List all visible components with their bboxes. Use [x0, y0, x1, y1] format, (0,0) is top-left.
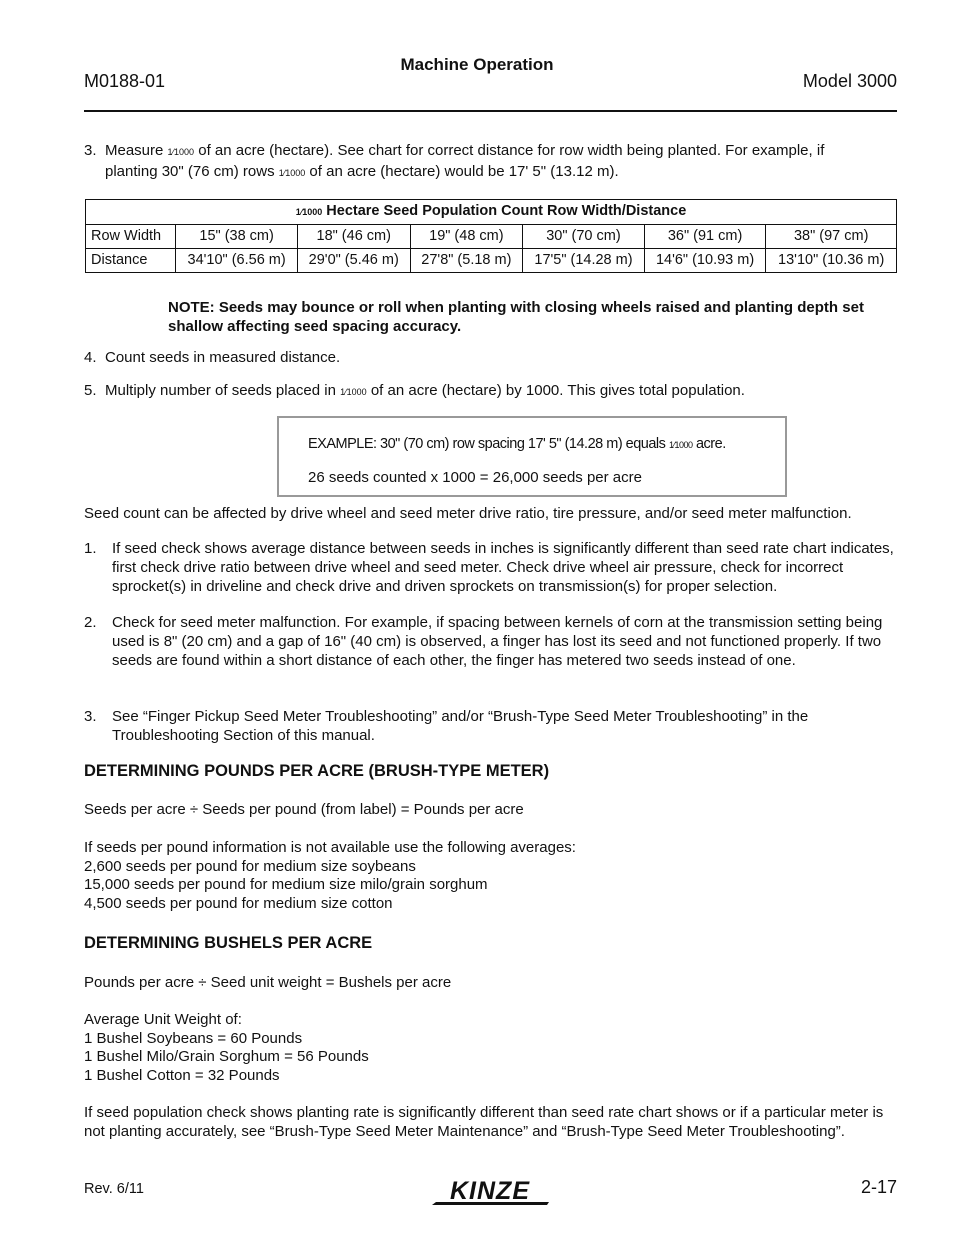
logo-text: KINZE	[450, 1177, 530, 1205]
cause-text: See “Finger Pickup Seed Meter Troubleshooting” and/or “Brush-Type Seed Meter Troubleshooting” in the Troubleshooting Section of this manual.	[112, 708, 809, 744]
weight-line: 1 Bushel Milo/Grain Sorghum = 56 Pounds	[84, 1048, 369, 1065]
step-4	[84, 348, 894, 367]
table-title-text: Hectare Seed Population Count Row Width/Distance	[322, 203, 687, 219]
step-text: Multiply number of seeds placed in	[105, 382, 341, 399]
example-line-2: 26 seeds counted x 1000 = 26,000 seeds per acre	[308, 469, 642, 486]
table-row	[86, 249, 897, 273]
table-cell: 14'6" (10.93 m)	[644, 249, 766, 273]
fraction: 1⁄1000	[668, 440, 693, 450]
table-cell: 34'10" (6.56 m)	[176, 249, 298, 273]
step-text: Measure	[105, 142, 168, 159]
bushels-heading: DETERMINING BUSHELS PER ACRE	[84, 934, 373, 952]
pounds-heading: DETERMINING POUNDS PER ACRE (BRUSH-TYPE METER)	[84, 762, 550, 780]
table-cell: 36" (91 cm)	[644, 225, 766, 249]
page-number: 2-17	[860, 1177, 897, 1197]
document-number: M0188-01	[84, 71, 166, 91]
example-box	[277, 416, 787, 497]
step-number: 5.	[84, 382, 97, 399]
step-text: of an acre (hectare) would be 17' 5" (13.12 m).	[305, 163, 619, 180]
example-text: EXAMPLE: 30" (70 cm) row spacing 17' 5" (14.28 m) equals	[308, 436, 669, 452]
table-cell: 29'0" (5.46 m)	[297, 249, 410, 273]
table-cell: 18" (46 cm)	[297, 225, 410, 249]
cause-number: 1.	[84, 540, 97, 557]
fraction: 1⁄1000	[340, 387, 367, 397]
table-cell: 27'8" (5.18 m)	[410, 249, 523, 273]
step-3	[84, 141, 894, 183]
average-line: 2,600 seeds per pound for medium size soybeans	[84, 858, 416, 875]
cause-item	[84, 539, 894, 596]
table-cell: 30" (70 cm)	[523, 225, 645, 249]
note: NOTE: Seeds may bounce or roll when planting with closing wheels raised and planting depth set shallow affecting seed spacing accuracy.	[168, 299, 864, 335]
step-text: planting 30" (76 cm) rows	[105, 163, 279, 180]
row-label: Row Width	[86, 225, 176, 249]
table-cell: 15" (38 cm)	[176, 225, 298, 249]
fraction: 1⁄1000	[278, 168, 306, 178]
model-label: Model 3000	[802, 71, 897, 91]
example-text: acre.	[692, 436, 726, 452]
step-number: 3.	[84, 142, 97, 159]
step-text: of an acre (hectare) by 1000. This gives total population.	[366, 382, 745, 399]
bushels-formula: Pounds per acre ÷ Seed unit weight = Bushels per acre	[84, 974, 452, 991]
table-cell: 17'5" (14.28 m)	[523, 249, 645, 273]
step-5	[84, 381, 894, 402]
average-line: 15,000 seeds per pound for medium size milo/grain sorghum	[84, 876, 488, 893]
row-label: Distance	[86, 249, 176, 273]
step-text: Count seeds in measured distance.	[105, 349, 341, 366]
table-cell: 38" (97 cm)	[766, 225, 897, 249]
weight-line: 1 Bushel Cotton = 32 Pounds	[84, 1067, 280, 1084]
header-divider	[84, 110, 897, 112]
cause-item	[84, 613, 894, 670]
revision-label: Rev. 6/11	[84, 1181, 144, 1197]
step-text: of an acre (hectare). See chart for correct distance for row width being planted. For example, if	[194, 142, 825, 159]
section-title: Machine Operation	[400, 55, 554, 74]
fraction: 1⁄1000	[295, 207, 323, 217]
kinze-logo	[430, 1176, 550, 1211]
cause-number: 2.	[84, 614, 97, 631]
table-cell: 19" (48 cm)	[410, 225, 523, 249]
weights-intro: Average Unit Weight of:	[84, 1011, 242, 1028]
cause-number: 3.	[84, 708, 97, 725]
example-line-1	[308, 435, 726, 455]
cause-item	[84, 707, 894, 745]
pounds-formula: Seeds per acre ÷ Seeds per pound (from label) = Pounds per acre	[84, 801, 524, 818]
average-line: 4,500 seeds per pound for medium size cotton	[84, 895, 393, 912]
table-title	[86, 200, 897, 225]
table-cell: 13'10" (10.36 m)	[766, 249, 897, 273]
cause-text: Check for seed meter malfunction. For example, if spacing between kernels of corn at the transmission setting being used is 8" (20 cm) and a gap of 16" (40 cm) is observed, a finger has lost its seed and not functioned properly. If two seeds are found within a short distance of each other, the finger has metered two seeds instead of one.	[112, 614, 883, 669]
cause-text: If seed check shows average distance between seeds in inches is significantly different than seed rate chart indicates, first check drive ratio between drive wheel and seed meter. Check drive wheel air pressure, check for incorrect sprocket(s) in driveline and check drive and driven sprockets on transmission(s) for proper selection.	[112, 540, 894, 595]
weight-line: 1 Bushel Soybeans = 60 Pounds	[84, 1030, 303, 1047]
closing-paragraph: If seed population check shows planting rate is significantly different than seed rate chart shows or if a particular meter is not planting accurately, see “Brush-Type Seed Meter Maintenance” and “Brush-Type Seed Meter Troubleshooting”.	[84, 1104, 884, 1140]
seed-count-intro: Seed count can be affected by drive wheel and seed meter drive ratio, tire pressure, and/or seed meter malfunction.	[84, 505, 852, 522]
step-number: 4.	[84, 349, 97, 366]
fraction: 1⁄1000	[167, 147, 195, 157]
table-row	[86, 225, 897, 249]
seed-population-table	[85, 199, 897, 273]
pounds-intro: If seeds per pound information is not available use the following averages:	[84, 839, 576, 856]
